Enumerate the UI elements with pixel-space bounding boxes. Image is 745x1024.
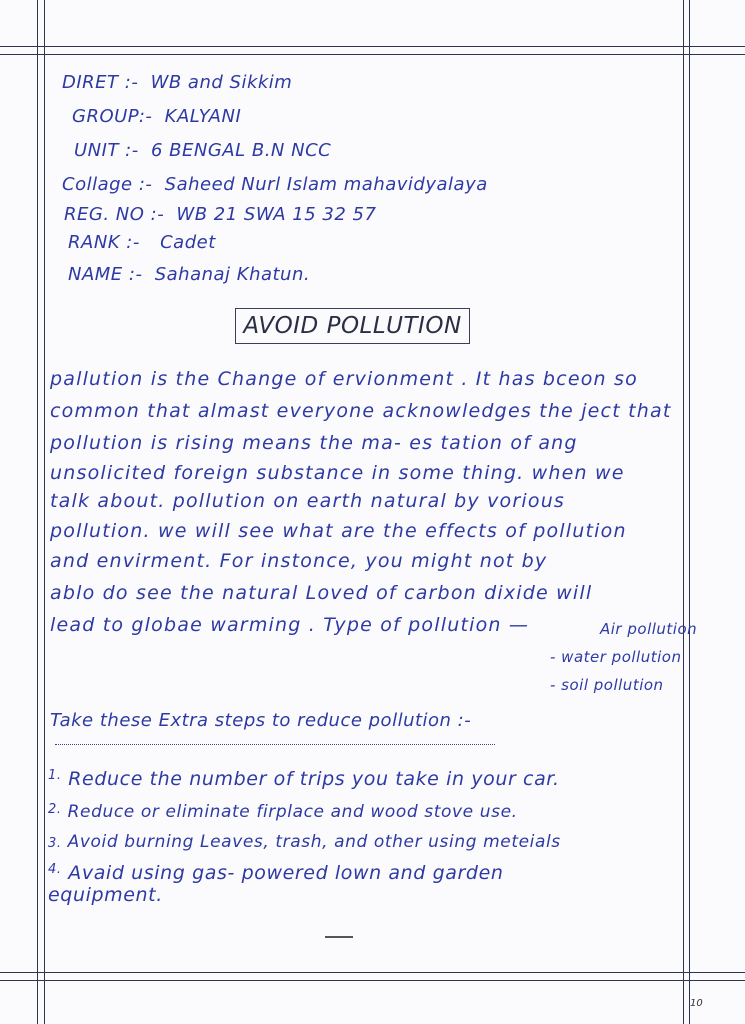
direct-label: DIRET :- (62, 72, 139, 93)
body-line: pallution is the Change of ervionment . It has bceon so (50, 368, 638, 390)
unit-value: 6 BENGAL B.N NCC (150, 140, 332, 161)
top-rule-2 (0, 54, 745, 55)
step-item (48, 768, 560, 790)
page-number: 10 (690, 998, 703, 1009)
body-line: talk about. pollution on earth natural by vorious (50, 490, 566, 512)
reg-no-label: REG. NO :- (64, 204, 165, 225)
heading-underline (55, 736, 495, 745)
pollution-type-soil: - soil pollution (550, 676, 664, 694)
steps-heading: Take these Extra steps to reduce pollution :- (50, 710, 472, 731)
reg-no-value: WB 21 SWA 15 32 57 (176, 204, 377, 225)
college-value: Saheed Nurl Islam mahavidyalaya (164, 174, 488, 195)
left-margin-line (37, 0, 38, 1024)
bottom-rule (0, 972, 745, 973)
body-line: and envirment. For instonce, you might not by (50, 550, 548, 572)
body-line: pollution. we will see what are the effects of pollution (50, 520, 627, 542)
end-dash (325, 936, 353, 938)
unit-label: UNIT :- (74, 140, 139, 161)
name-label: NAME :- (68, 264, 143, 285)
body-line: lead to globae warming . Type of pollution — (50, 614, 530, 636)
bottom-rule-2 (0, 980, 745, 981)
direct-field (62, 72, 292, 93)
body-line: common that almast everyone acknowledges the ject that (50, 400, 672, 422)
step-text: equipment. (48, 884, 163, 906)
step-item (48, 832, 561, 852)
body-line: unsolicited foreign substance in some thing. when we (50, 462, 625, 484)
body-line: pollution is rising means the ma- es tation of ang (50, 432, 578, 454)
step-text: Avaid using gas- powered lown and garden (68, 862, 504, 884)
rank-field (68, 232, 216, 253)
step-number: 2. (48, 802, 62, 817)
name-field (68, 264, 310, 285)
right-margin-line-2 (689, 0, 690, 1024)
essay-title: AVOID POLLUTION (235, 308, 470, 344)
reg-no-field (64, 204, 376, 225)
direct-value: WB and Sikkim (150, 72, 293, 93)
step-text: Reduce the number of trips you take in your car. (68, 768, 560, 790)
pollution-type-air: Air pollution (600, 620, 698, 638)
unit-field (74, 140, 331, 161)
step-text: Reduce or eliminate firplace and wood stove use. (67, 802, 518, 822)
pollution-type-water: - water pollution (550, 648, 682, 666)
step-item (48, 862, 504, 884)
college-label: Collage :- (62, 174, 153, 195)
name-value: Sahanaj Khatun. (154, 264, 311, 285)
top-rule (0, 46, 745, 47)
body-line: ablo do see the natural Loved of carbon dixide will (50, 582, 593, 604)
college-field (62, 174, 488, 195)
step-item (48, 884, 163, 906)
right-margin-line (683, 0, 684, 1024)
step-number: 4. (48, 862, 62, 877)
rank-value: Cadet (160, 232, 216, 253)
step-text: Avoid burning Leaves, trash, and other using meteials (67, 832, 561, 852)
step-item (48, 802, 518, 822)
group-field (72, 106, 241, 127)
left-margin-line-2 (44, 0, 45, 1024)
group-label: GROUP:- (72, 106, 153, 127)
step-number: 1. (48, 768, 62, 783)
step-number: 3. (48, 836, 62, 851)
group-value: KALYANI (164, 106, 242, 127)
rank-label: RANK :- (68, 232, 140, 253)
